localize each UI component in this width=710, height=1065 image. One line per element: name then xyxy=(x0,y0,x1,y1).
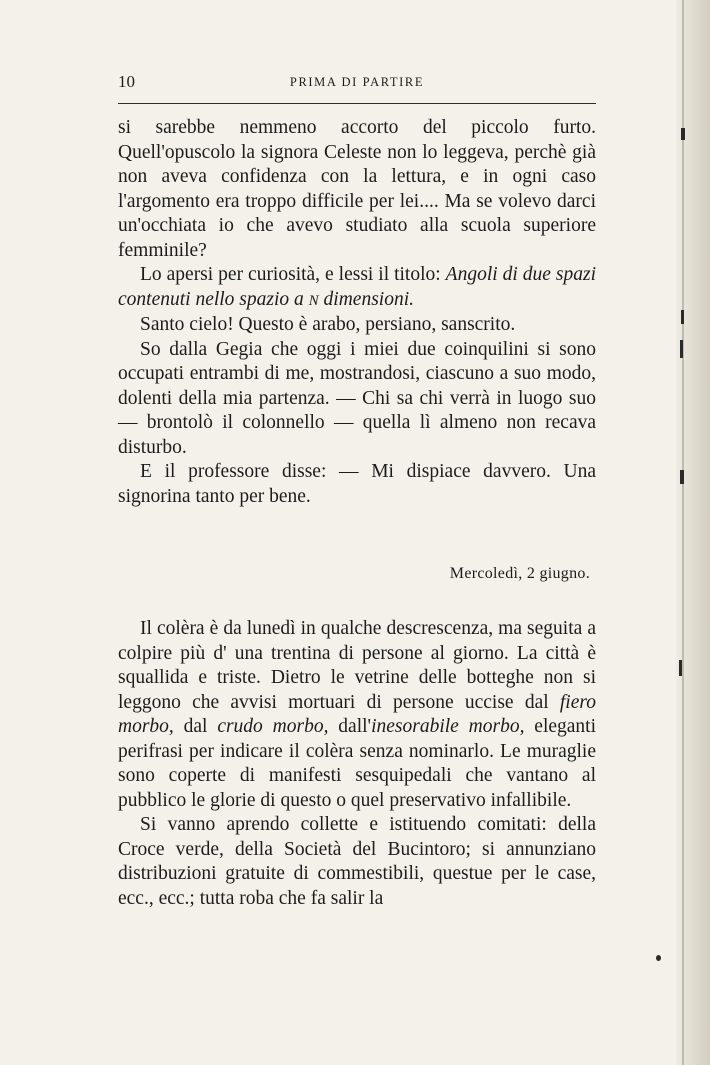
text-run: dall' xyxy=(328,716,372,737)
edge-mark xyxy=(656,955,661,961)
italic-phrase: inesorabile morbo, xyxy=(371,716,525,737)
body-text-section-1 xyxy=(118,116,596,509)
paragraph xyxy=(118,617,596,813)
header-rule xyxy=(118,103,596,104)
text-run: dal xyxy=(173,716,218,737)
edge-mark xyxy=(680,470,684,484)
text-run: Lo apersi per curiosità, e lessi il titolo: xyxy=(140,264,446,285)
italic-phrase: fiero morbo, xyxy=(118,691,596,737)
paragraph-title xyxy=(118,263,596,313)
edge-mark xyxy=(681,128,685,140)
italic-phrase: crudo morbo, xyxy=(217,716,329,737)
edge-mark xyxy=(680,340,683,358)
paragraph: si sarebbe nemmeno accorto del piccolo furto. Quell'opuscolo la signora Celeste non lo leggeva, perchè già non aveva confidenza con la lettura, e in ogni caso l'argomento era troppo difficile per lei.... Ma se volevo darci un'occhiata io che avevo studiato alla scuola superiore femminile? xyxy=(118,117,596,261)
date-line: Mercoledì, 2 giugno. xyxy=(449,565,590,582)
italic-title-part: dimensioni. xyxy=(323,288,415,310)
paragraph: So dalla Gegia che oggi i miei due coinquilini si sono occupati entrambi di me, mostrandosi, ciascuno a suo modo, dolenti della mia partenza. — Chi sa chi verrà in luogo suo — brontolò il colonnello — quella lì almeno non recava disturbo. xyxy=(118,338,596,458)
paragraph: E il professore disse: — Mi dispiace davvero. Una signorina tanto per bene. xyxy=(118,461,596,507)
paragraph: Santo cielo! Questo è arabo, persiano, sanscrito. xyxy=(140,314,516,335)
italic-title-n: N xyxy=(308,292,319,309)
page-edge-line xyxy=(682,0,684,1065)
italic-title-part: Angoli di due spazi contenuti nello spazio a xyxy=(118,264,597,310)
body-text-section-2 xyxy=(118,617,596,911)
paragraph: Si vanno aprendo collette e istituendo comitati: della Croce verde, della Società del Bucintoro; si annunziano distribuzioni gratuite di commestibili, questue per le case, ecc., ecc.; tutta roba che fa salir la xyxy=(118,814,596,909)
edge-mark xyxy=(679,660,682,676)
text-run: eleganti perifrasi per indicare il colèra senza nominarlo. Le muraglie sono coperte di manifesti sesquipedali che vantano al pubblico le glorie di questo o quel preservativo infallibile. xyxy=(118,716,597,811)
page-number: 10 xyxy=(118,72,135,91)
running-head: PRIMA DI PARTIRE xyxy=(289,75,425,89)
page-header xyxy=(118,72,596,98)
edge-mark xyxy=(681,310,684,324)
text-run: Il colèra è da lunedì in qualche descrescenza, ma seguita a colpire più d' una trentina di persone al giorno. La città è squallida e triste. Dietro le vetrine delle botteghe non si leggono che avvisi mortuari di persone uccise dal xyxy=(118,618,596,713)
